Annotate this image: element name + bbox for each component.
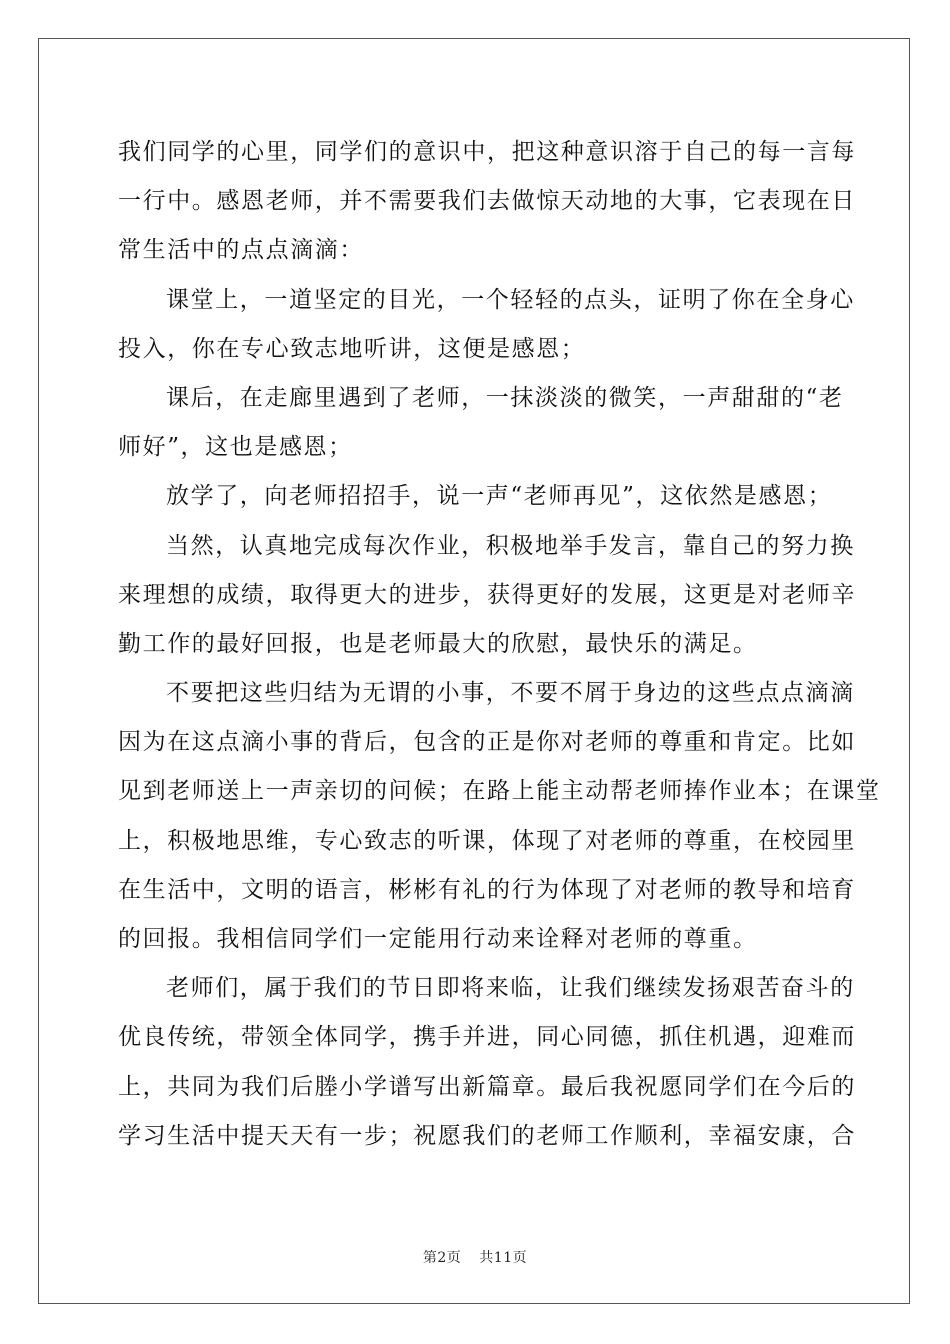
- text-line: 放学了，向老师招招手，说一声“老师再见”，这依然是感恩；: [166, 483, 833, 510]
- text-line: 当然，认真地完成每次作业，积极地举手发言，靠自己的努力换: [166, 532, 855, 559]
- text-line: 在生活中，文明的语言，彬彬有礼的行为体现了对老师的教导和培育: [118, 876, 856, 903]
- text-line: 优良传统，带领全体同学，携手并进，同心同德，抓住机遇，迎难而: [118, 1024, 856, 1051]
- text-line: 学习生活中提天天有一步；祝愿我们的老师工作顺利，幸福安康，合: [118, 1122, 856, 1149]
- text-line: 来理想的成绩，取得更大的进步，获得更好的发展，这更是对老师辛: [118, 581, 856, 608]
- text-line: 见到老师送上一声亲切的问候；在路上能主动帮老师捧作业本；在课堂: [118, 778, 881, 805]
- text-line: 师好”，这也是感恩；: [118, 434, 353, 461]
- text-line: 上，积极地思维，专心致志的听课，体现了对老师的尊重，在校园里: [118, 827, 856, 854]
- text-line: 因为在这点滴小事的背后，包含的正是你对老师的尊重和肯定。比如: [118, 729, 856, 756]
- text-line: 我们同学的心里，同学们的意识中，把这种意识溶于自己的每一言每: [118, 139, 856, 165]
- text-line: 不要把这些归结为无谓的小事，不要不屑于身边的这些点点滴滴: [166, 680, 855, 707]
- text-line: 课堂上，一道坚定的目光，一个轻轻的点头，证明了你在全身心: [166, 286, 855, 313]
- page-footer: [0, 1247, 950, 1267]
- text-line: 常生活中的点点滴滴：: [118, 237, 364, 264]
- document-body: [118, 128, 881, 1161]
- text-line: 投入，你在专心致志地听讲，这便是感恩；: [118, 335, 586, 362]
- text-line: 上，共同为我们后塍小学谱写出新篇章。最后我祝愿同学们在今后的: [118, 1073, 856, 1100]
- text-line: 课后，在走廊里遇到了老师，一抹淡淡的微笑，一声甜甜的“老: [166, 384, 844, 411]
- page-number: 第2页: [422, 1250, 462, 1266]
- text-line: 勤工作的最好回报，也是老师最大的欣慰，最快乐的满足。: [118, 630, 758, 657]
- text-line: 的回报。我相信同学们一定能用行动来诠释对老师的尊重。: [118, 926, 758, 952]
- text-line: 一行中。感恩老师，并不需要我们去做惊天动地的大事，它表现在日: [118, 188, 856, 215]
- text-line: 老师们，属于我们的节日即将来临，让我们继续发扬艰苦奋斗的: [166, 975, 855, 1002]
- page-total: 共11页: [479, 1250, 528, 1266]
